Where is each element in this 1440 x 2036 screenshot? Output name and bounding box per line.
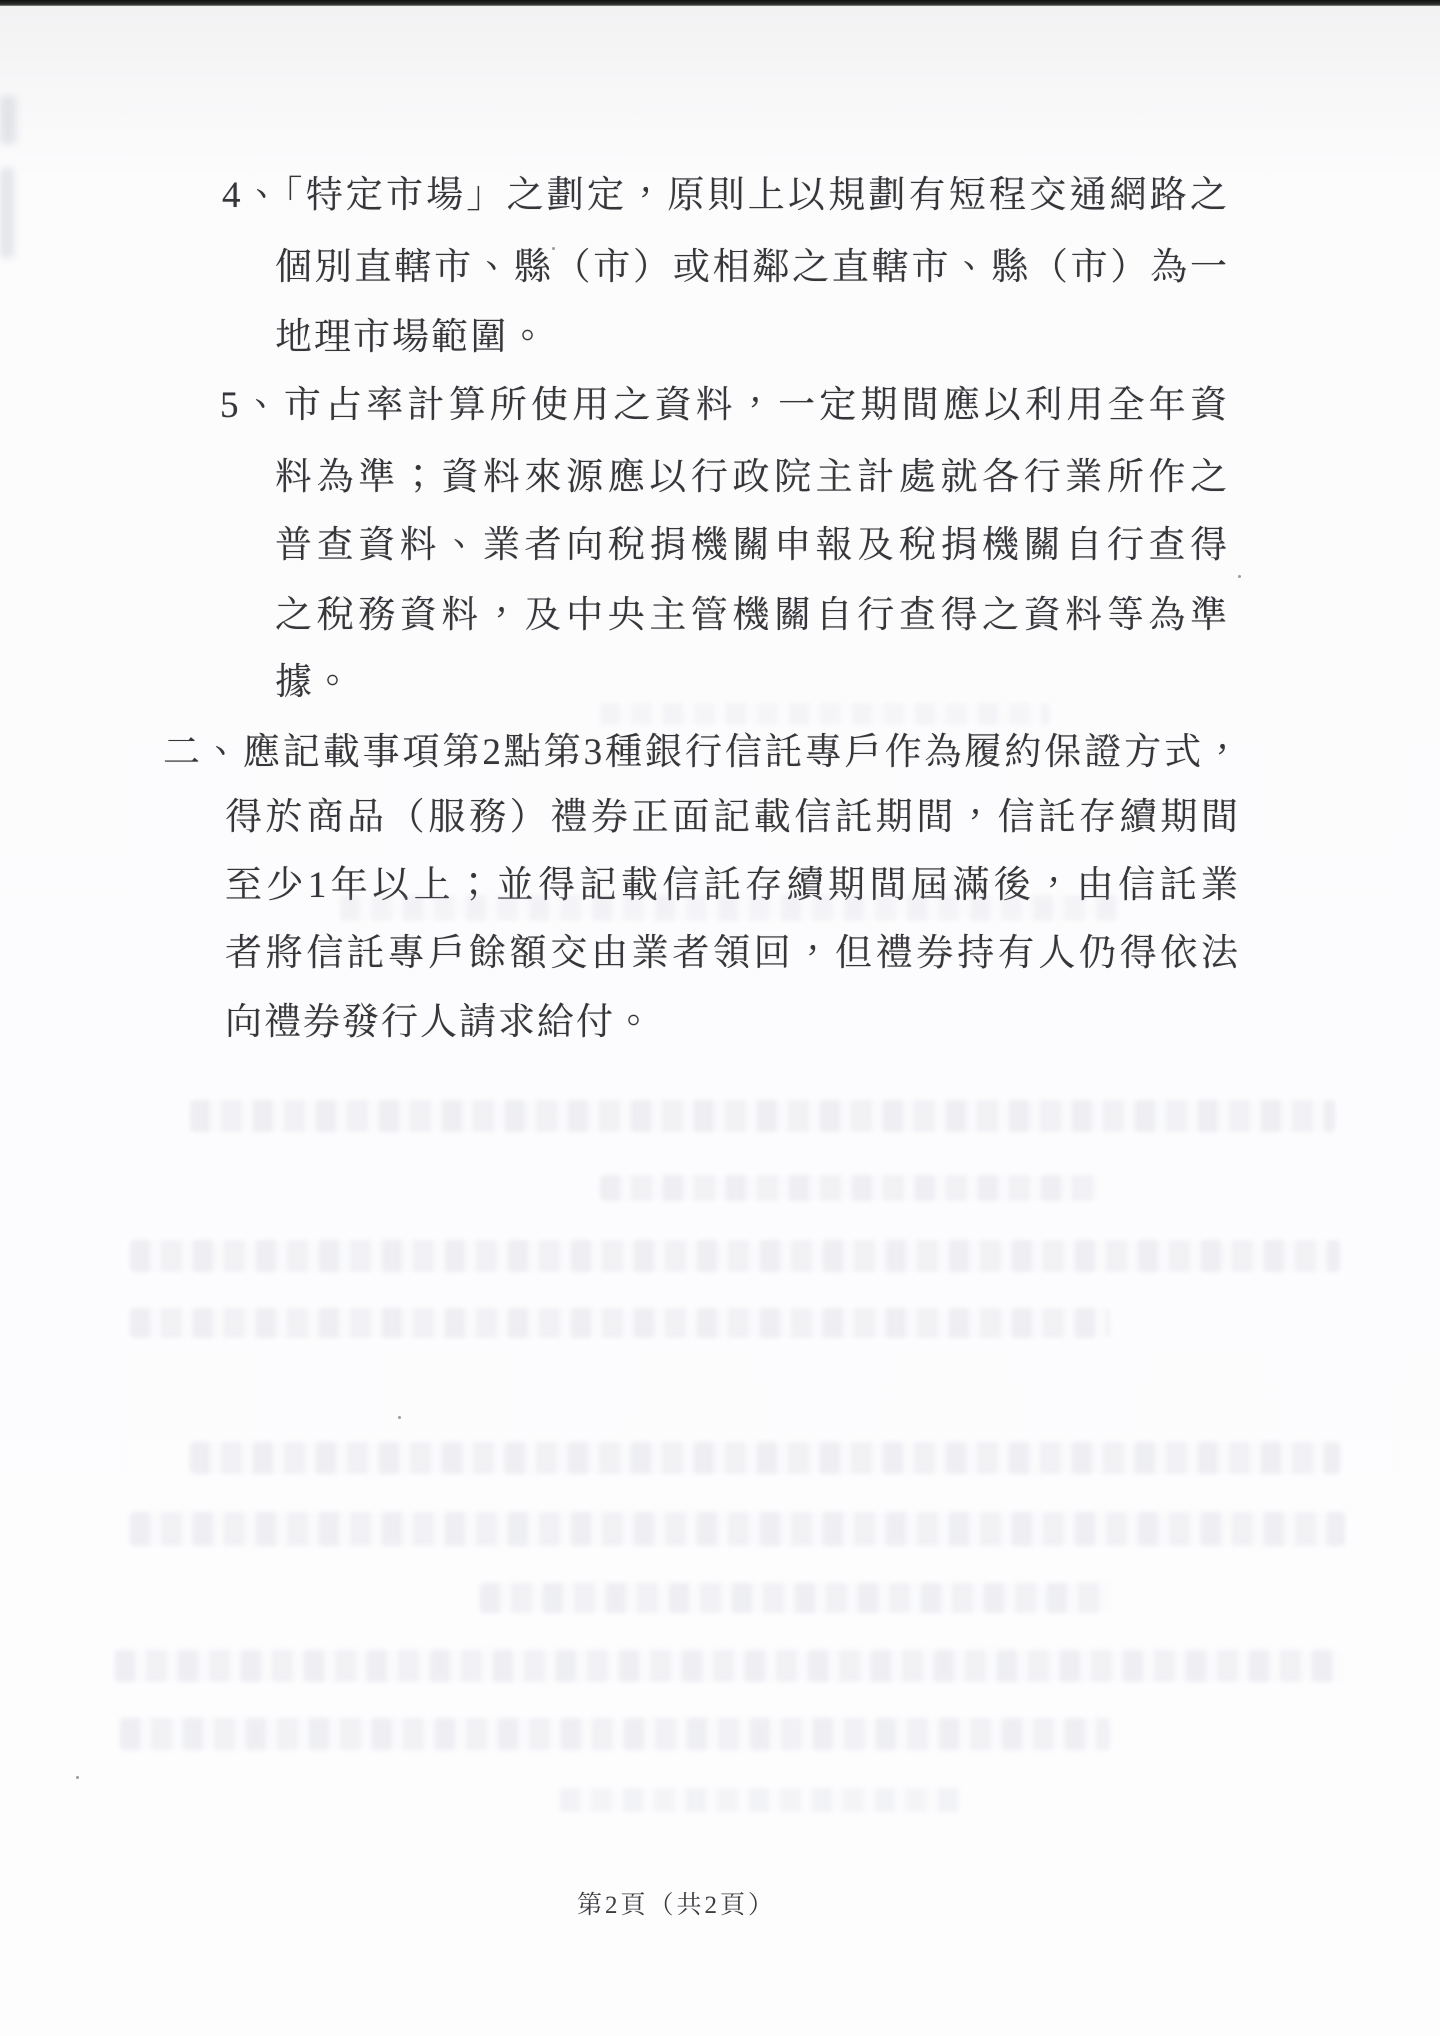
list-item-5-line-5: 據。: [275, 662, 353, 703]
bleed-through-band: [600, 703, 1050, 725]
list-item-2-line-1: 二、應記載事項第2點第3種銀行信託專戶作為履約保證方式，: [163, 732, 1241, 773]
scan-edge-smudge: [0, 168, 14, 258]
scan-speck: [1238, 575, 1241, 578]
list-item-5-line-4: 之稅務資料，及中央主管機關自行查得之資料等為準: [275, 595, 1227, 636]
bleed-through-band: [130, 1512, 1345, 1546]
bleed-through-band: [115, 1650, 1340, 1682]
list-item-5-line-2: 料為準；資料來源應以行政院主計處就各行業所作之: [275, 457, 1227, 498]
bleed-through-band: [130, 1308, 1110, 1338]
bleed-through-band: [190, 1100, 1335, 1132]
list-item-2-line-5: 向禮券發行人請求給付。: [225, 1002, 654, 1043]
list-item-4-line-2: 個別直轄市、縣（市）或相鄰之直轄市、縣（市）為一: [275, 247, 1227, 288]
bleed-through-band: [130, 1240, 1340, 1272]
list-item-4-line-3: 地理市場範圍。: [275, 317, 548, 358]
bleed-through-band: [120, 1718, 1110, 1750]
list-item-4-line-1: 4、「特定市場」之劃定，原則上以規劃有短程交通網路之: [222, 175, 1227, 216]
scan-speck: [398, 1416, 401, 1419]
list-item-5-line-3: 普查資料、業者向稅捐機關申報及稅捐機關自行查得: [275, 525, 1227, 566]
bleed-through-band: [560, 1788, 960, 1812]
bleed-through-band: [190, 1442, 1340, 1474]
scan-speck: [76, 1776, 79, 1779]
scan-top-edge-artifact: [0, 0, 1440, 6]
list-item-2-line-4: 者將信託專戶餘額交由業者領回，但禮券持有人仍得依法: [225, 933, 1238, 974]
list-item-5-line-1: 5、市占率計算所使用之資料，一定期間應以利用全年資: [220, 385, 1227, 426]
list-item-2-line-2: 得於商品（服務）禮券正面記載信託期間，信託存續期間: [225, 797, 1238, 838]
bleed-through-band: [480, 1583, 1110, 1613]
page-number-indicator: 第2頁（共2頁）: [577, 1892, 777, 1919]
scan-edge-smudge: [0, 96, 16, 144]
bleed-through-band: [340, 895, 1120, 921]
bleed-through-band: [600, 1175, 1100, 1201]
list-item-2-line-3: 至少1年以上；並得記載信託存續期間屆滿後，由信託業: [225, 865, 1238, 906]
